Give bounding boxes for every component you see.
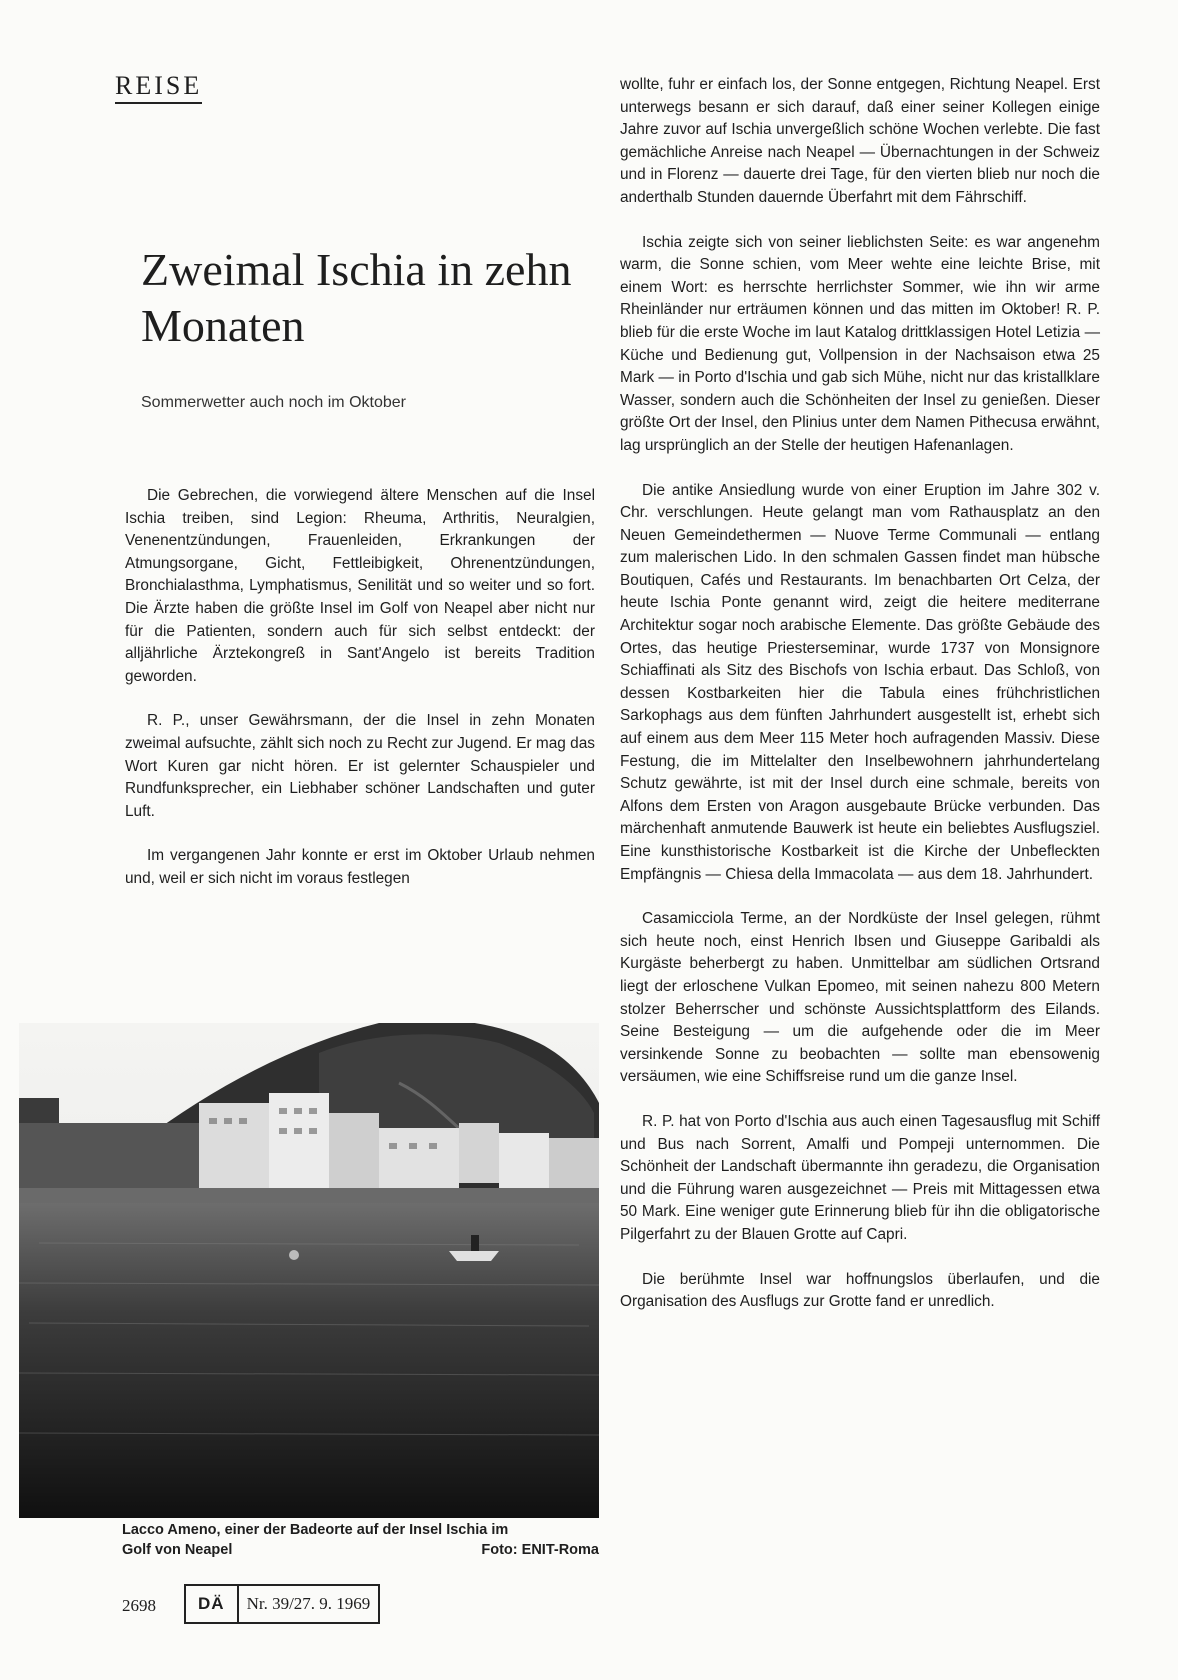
photo-credit: Foto: ENIT-Roma [481,1542,599,1558]
paragraph: R. P. hat von Porto d'Ischia aus auch einen Tagesausflug mit Schiff und Bus nach Sorrent, Amalfi und Pompeji unternommen. Die Schönheit der Landschaft übermannte ihn geradezu, die Organisation und die Führung waren ausgezeichnet — Preis mit Mittagessen etwa 50 Mark. Eine weniger gute Erinnerung blieb für ihn die obligatorische Pilgerfahrt zu der Blauen Grotte auf Capri. [620,1112,1100,1243]
paragraph: Die antike Ansiedlung wurde von einer Eruption im Jahre 302 v. Chr. verschlungen. Heute gelangt man vom Rathausplatz an den Neuen Gemeindethermen — Nuove Terme Communali — entlang zum malerischen Lido. In den schmalen Gassen findet man hübsche Boutiquen, Cafés und Restaurants. Im benachbarten Ort Celza, der heute Ischia Ponte genannt wird, zeigt die heitere mediterrane Architektur sogar noch arabische Elemente. Das größte Gebäude des Ortes, das heutige Priesterseminar, wurde 1737 von Monsignore Schiaffinati als Sitz des Bischofs von Ischia erbaut. Das Schloß, von dessen Kostbarkeiten hier die Tabula eines frühchristlichen Sarkophags aus dem fünften Jahrhundert ausgestellt ist, erhebt sich auf einem aus dem Meer 115 Meter hoch aufragenden Massiv. Diese Festung, die im Mittelalter den Inselbewohnern jahrhundertelang Schutz gewährte, ist mit der Insel durch eine schmale, bereits von Alfons dem Ersten von Aragon ausgebaute Brücke verbunden. Das märchenhaft anmutende Bauwerk ist heute ein beliebtes Ausflugsziel. Eine kunsthistorische Kostbarkeit ist die Kirche der Unbefleckten Empfängnis — Chiesa della Immacolata — aus dem 18. Jahrhundert. [620,481,1100,883]
article-subtitle: Sommerwetter auch noch im Oktober [141,394,406,411]
paragraph: wollte, fuhr er einfach los, der Sonne entgegen, Richtung Neapel. Erst unterwegs besann er sich darauf, daß einer seiner Kollegen einige Jahre zuvor auf Ischia unvergeßlich schöne Wochen verlebte. Die fast gemächliche Anreise nach Neapel — Übernachtungen in der Schweiz und in Florenz — dauerte drei Tage, für den vierten blieb nur noch die anderthalb Stunden dauernde Überfahrt mit dem Fährschiff. [620,76,1100,206]
issue-info: Nr. 39/27. 9. 1969 [246,1594,371,1613]
paragraph: R. P., unser Gewährsmann, der die Insel in zehn Monaten zweimal aufsuchte, zählt sich noch zu Recht zur Jugend. Er mag das Wort Kuren gar nicht hören. Er ist gelernter Schauspieler und Rundfunksprecher, ein Liebhaber schöner Landschaften und guter Luft. [125,712,595,820]
paragraph: Ischia zeigte sich von seiner lieblichsten Seite: es war angenehm warm, die Sonne schien, vom Meer wehte eine leichte Brise, mit einem Wort: es herrschte herrlichster Sommer, wie ihn wir arme Rheinländer nur erträumen können und das mitten im Oktober! R. P. blieb für die erste Woche im laut Katalog drittklassigen Hotel Letizia — Küche und Bedienung gut, Vollpension in der Nachsaison etwa 25 Mark — in Porto d'Ischia und gab sich Mühe, nicht nur das kristallklare Wasser, sondern auch die Schönheiten der Insel zu genießen. Dieser größte Ort der Insel, den Plinius unter dem Namen Pithecusa erwähnt, lag ursprünglich an der Stelle der heutigen Hafenanlagen. [620,233,1100,454]
publication-box [184,1584,380,1624]
magazine-abbrev: DÄ [186,1586,239,1622]
paragraph: Die Gebrechen, die vorwiegend ältere Menschen auf die Insel Ischia treiben, sind Legion: Rheuma, Arthritis, Neuralgien, Venenentzündungen, Frauenleiden, Erkrankungen der Atmungsorgane, Gicht, Fettleibigkeit, Ohrenentzündungen, Bronchialasthma, Lymphatismus, Senilität und so weiter und so fort. Die Ärzte haben die größte Insel im Golf von Neapel aber nicht nur für die Patienten, sondern auch für sich selbst entdeckt: der alljährliche Ärztekongreß in Sant'Angelo ist bereits Tradition geworden. [125,487,595,685]
section-label: REISE [115,72,202,104]
article-title: Zweimal Ischia in zehn Monaten [141,244,572,351]
right-column [620,74,1100,1336]
photo-caption [122,1520,599,1560]
paragraph: Casamicciola Terme, an der Nordküste der Insel gelegen, rühmt sich heute noch, einst Henrich Ibsen und Giuseppe Garibaldi als Kurgäste beherbergt zu haben. Unmittelbar am südlichen Ortsrand liegt der erloschene Vulkan Epomeo, mit seinen nahezu 800 Metern stolzer Beherrscher und schönste Aussichtsplattform des Eilands. Seine Besteigung — um die aufgehende oder die im Meer versinkende Sonne zu beobachten — sollte man ebensowenig versäumen, wie eine Schiffsreise rund um die ganze Insel. [620,910,1100,1086]
paragraph: Die berühmte Insel war hoffnungslos überlaufen, und die Organisation des Ausflugs zur Grotte fand er unredlich. [620,1270,1100,1311]
left-column [125,485,595,913]
caption-line-2 [122,1540,599,1560]
caption-line-1: Lacco Ameno, einer der Badeorte auf der Insel Ischia im [122,1522,509,1538]
harbor-photo [19,1023,599,1518]
page-number: 2698 [122,1596,156,1615]
caption-location: Golf von Neapel [122,1542,233,1558]
paragraph: Im vergangenen Jahr konnte er erst im Oktober Urlaub nehmen und, weil er sich nicht im voraus festlegen [125,847,595,887]
